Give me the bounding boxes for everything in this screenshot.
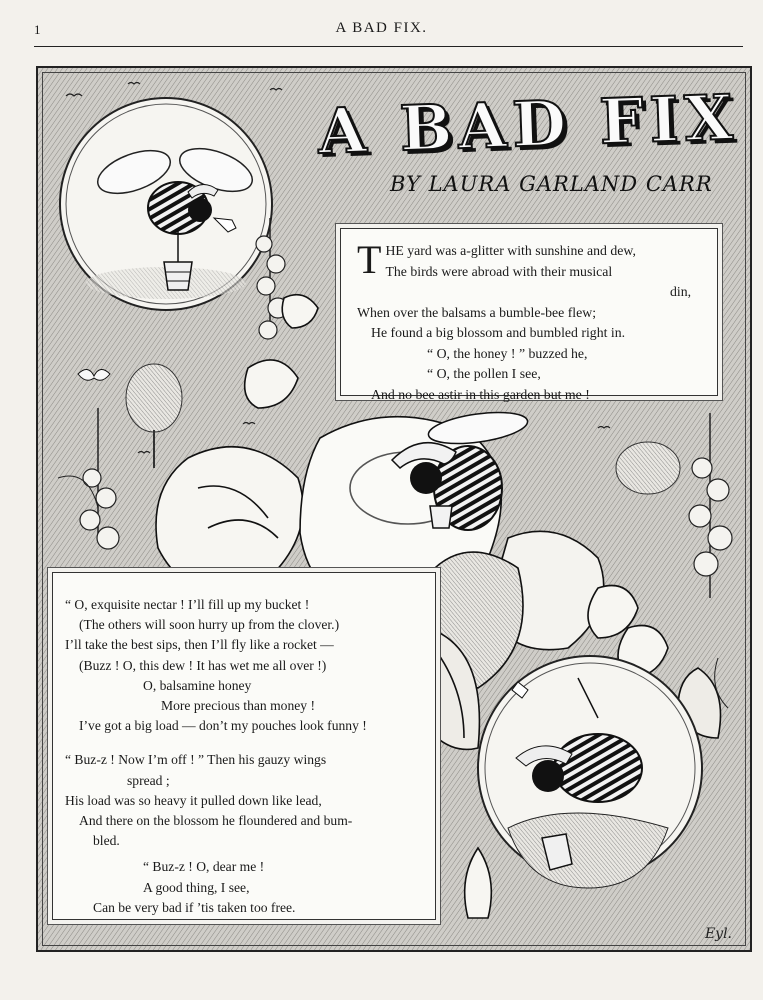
verse-line: bled.: [93, 833, 120, 849]
verse-line: “ Buz-z ! O, dear me !: [143, 859, 265, 875]
poem-title: A BAD FIX: [316, 80, 740, 169]
verse-line: When over the balsams a bumble-bee flew;: [357, 304, 597, 320]
verse-line: And there on the blossom he floundered and bum-: [79, 813, 353, 829]
verse-line: (Buzz ! O, this dew ! It has wet me all over !): [79, 657, 327, 673]
dropcap: T: [357, 237, 382, 282]
verse-line: A good thing, I see,: [143, 879, 250, 895]
verse-line: spread ;: [127, 772, 170, 788]
running-title: A BAD FIX.: [335, 20, 428, 36]
stanza-3: [65, 750, 427, 918]
verse-line: “ O, exquisite nectar ! I’ll fill up my bucket !: [65, 597, 310, 612]
verse-line: HE yard was a-glitter with sunshine and dew,: [385, 243, 636, 258]
illustration-plate: [36, 66, 752, 952]
verse-line: O, balsamine honey: [143, 677, 252, 693]
verse-line: (The others will soon hurry up from the clover.): [79, 617, 340, 633]
page-number: 1: [34, 22, 41, 37]
verse-line: The birds were abroad with their musical: [385, 263, 613, 279]
verse-line: And no bee astir in this garden but me !: [371, 386, 590, 402]
verse-line: Can be very bad if ’tis taken too free.: [93, 899, 296, 915]
verse-line: “ Buz-z ! Now I’m off ! ” Then his gauzy wings: [65, 752, 327, 768]
stanza-gap: [65, 736, 427, 750]
verse-line: “ O, the pollen I see,: [427, 366, 541, 381]
verse-line: He found a big blossom and bumbled right in.: [371, 325, 626, 340]
verse-line: I’ve got a big load — don’t my pouches look funny !: [79, 718, 367, 734]
title-block: [38, 68, 750, 228]
header-rule: [34, 46, 743, 47]
stanza-2: [65, 595, 427, 736]
verse-line: More precious than money !: [161, 698, 316, 714]
verse-line: “ O, the honey ! ” buzzed he,: [427, 345, 588, 361]
stanza-panel-bottom: [52, 572, 436, 920]
verse-line: I’ll take the best sips, then I’ll fly like a rocket —: [65, 637, 334, 653]
stanza-1: [357, 237, 707, 405]
stanza-panel-top: [340, 228, 718, 402]
verse-line: His load was so heavy it pulled down like lead,: [65, 792, 322, 808]
running-head: [0, 0, 763, 48]
verse-line: din,: [670, 284, 692, 299]
byline: BY LAURA GARLAND CARR: [390, 172, 713, 196]
artist-signature: Eyl.: [704, 926, 732, 942]
